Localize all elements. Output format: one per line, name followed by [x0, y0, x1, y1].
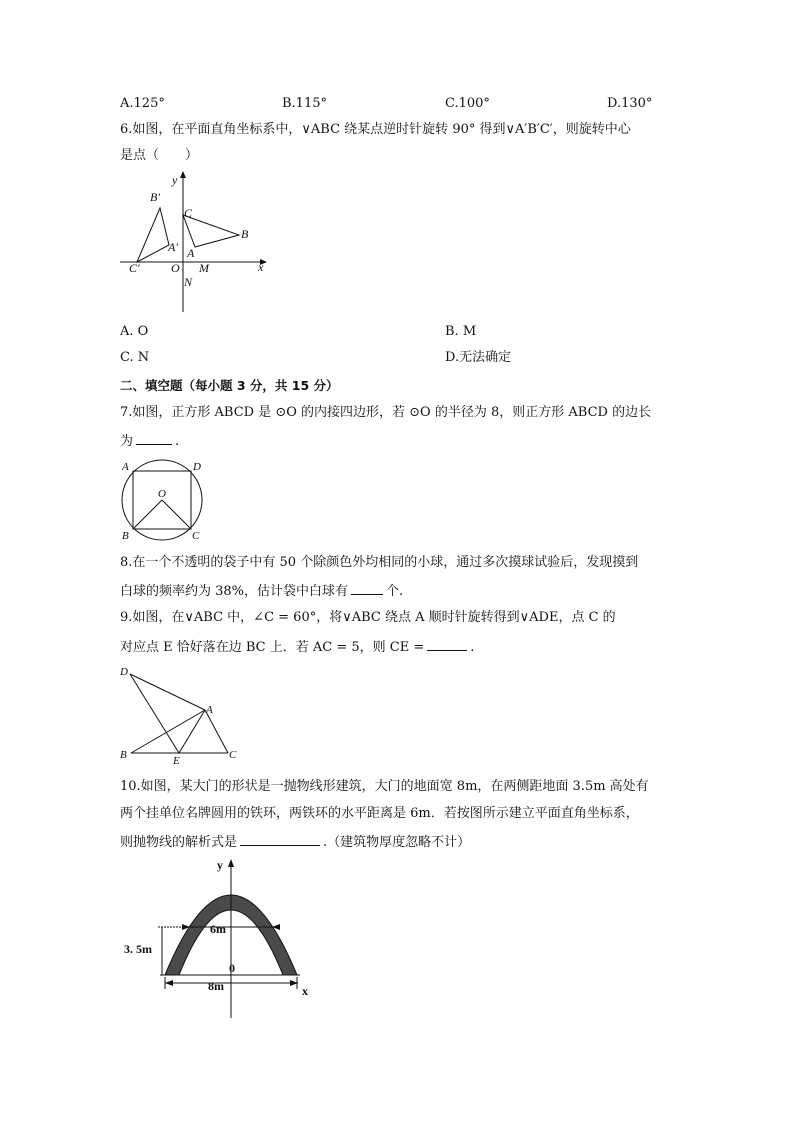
q10-text-before-blank: 则抛物线的解析式是: [120, 835, 238, 850]
q10-text-line3: [120, 832, 470, 852]
q7-text-after-blank: .: [175, 434, 180, 449]
q6-text-line2: 是点（ ）: [120, 148, 199, 163]
q10-label-3-5m: 3. 5m: [124, 942, 152, 956]
q10-label-y: y: [217, 858, 223, 872]
q9-label-c: C: [229, 749, 237, 761]
q9-label-a: A: [206, 704, 213, 716]
q8-text-line1: 8.在一个不透明的袋子中有 50 个除颜色外均相同的小球，通过多次摸球试验后，发现摸到: [120, 555, 639, 570]
q6-label-b-prime: B′: [150, 190, 160, 204]
q9-figure: [115, 662, 245, 767]
q8-text-before-blank: 白球的频率约为 38%，估计袋中白球有: [120, 584, 349, 599]
q10-figure: [120, 855, 330, 1025]
q6-figure: [115, 170, 275, 320]
q7-text-line2: [120, 431, 179, 451]
q6-label-x: x: [258, 260, 264, 274]
q7-text-before-blank: 为: [120, 434, 134, 449]
q6-label-m: M: [199, 261, 209, 275]
q10-text-line2: 两个挂单位名牌圆用的铁环，两铁环的水平距离是 6m．若按图所示建立平面直角坐标系，: [120, 806, 639, 821]
q8-answer-blank[interactable]: [351, 581, 383, 595]
q9-segment-ae: [179, 710, 205, 753]
q7-answer-blank[interactable]: [136, 431, 172, 445]
q6-label-c: C: [184, 206, 193, 220]
q9-text-line2: [120, 637, 474, 657]
q6-label-n: N: [184, 275, 193, 289]
q6-label-a-prime: A′: [168, 240, 178, 254]
q6-option-d: D.无法确定: [445, 350, 512, 365]
q6-option-a: A. O: [120, 324, 149, 339]
q5-option-a: A.125°: [120, 96, 165, 111]
q10-label-origin: 0: [229, 961, 235, 975]
q8-text-line2: [120, 581, 403, 601]
q9-label-b: B: [120, 749, 127, 761]
q10-text-line1: 10.如图，某大门的形状是一抛物线形建筑，大门的地面宽 8m，在两侧距地面 3.5m 高处有: [120, 779, 649, 794]
q6-label-b: B: [241, 227, 249, 241]
q7-label-d: D: [193, 461, 201, 473]
q6-option-c: C. N: [120, 350, 150, 365]
q7-label-a: A: [122, 461, 129, 473]
q5-option-b: B.115°: [282, 96, 327, 111]
q6-triangle-a-prime-b-prime-c-prime: [137, 208, 169, 262]
q9-text-after-blank: .: [470, 640, 475, 655]
q10-text-after-blank: .（建筑物厚度忽略不计）: [323, 835, 471, 850]
q6-label-c-prime: C′: [129, 261, 140, 275]
q7-label-c: C: [192, 530, 200, 542]
q7-segment-ob: [133, 500, 162, 529]
q6-label-o: O: [171, 261, 180, 275]
q9-segment-ba: [131, 710, 205, 753]
q10-label-8m: 8m: [208, 979, 224, 993]
q7-figure: [115, 455, 215, 545]
q7-segment-oc: [162, 500, 191, 529]
q6-option-b: B. M: [445, 324, 477, 339]
q10-label-6m: 6m: [210, 922, 226, 936]
q9-text-before-blank: 对应点 E 恰好落在边 BC 上．若 AC = 5，则 CE =: [120, 640, 425, 655]
q9-answer-blank[interactable]: [427, 637, 467, 651]
q7-text-line1: 7.如图，正方形 ABCD 是 ⊙O 的内接四边形，若 ⊙O 的半径为 8，则正方形 ABCD 的边长: [120, 405, 652, 420]
q7-label-o: O: [158, 488, 166, 500]
q9-label-d: D: [120, 666, 128, 678]
q5-option-d: D.130°: [607, 96, 653, 111]
q9-text-line1: 9.如图，在∨ABC 中，∠C = 60°，将∨ABC 绕点 A 顺时针旋转得到∨ADE，点 C 的: [120, 610, 616, 625]
q8-text-after-blank: 个.: [386, 584, 404, 599]
q6-label-a: A: [187, 246, 195, 260]
section-2-title: 二、填空题（每小题 3 分，共 15 分）: [120, 378, 339, 393]
q9-segment-ac: [205, 710, 228, 753]
q10-label-x: x: [302, 984, 308, 998]
q9-label-e: E: [173, 755, 180, 767]
q7-label-b: B: [122, 530, 129, 542]
q6-label-y: y: [172, 173, 178, 187]
q10-answer-blank[interactable]: [240, 832, 320, 846]
q5-option-c: C.100°: [445, 96, 490, 111]
q6-text-line1: 6.如图，在平面直角坐标系中，∨ABC 绕某点逆时针旋转 90° 得到∨A′B′C′，则旋转中心: [120, 122, 631, 137]
